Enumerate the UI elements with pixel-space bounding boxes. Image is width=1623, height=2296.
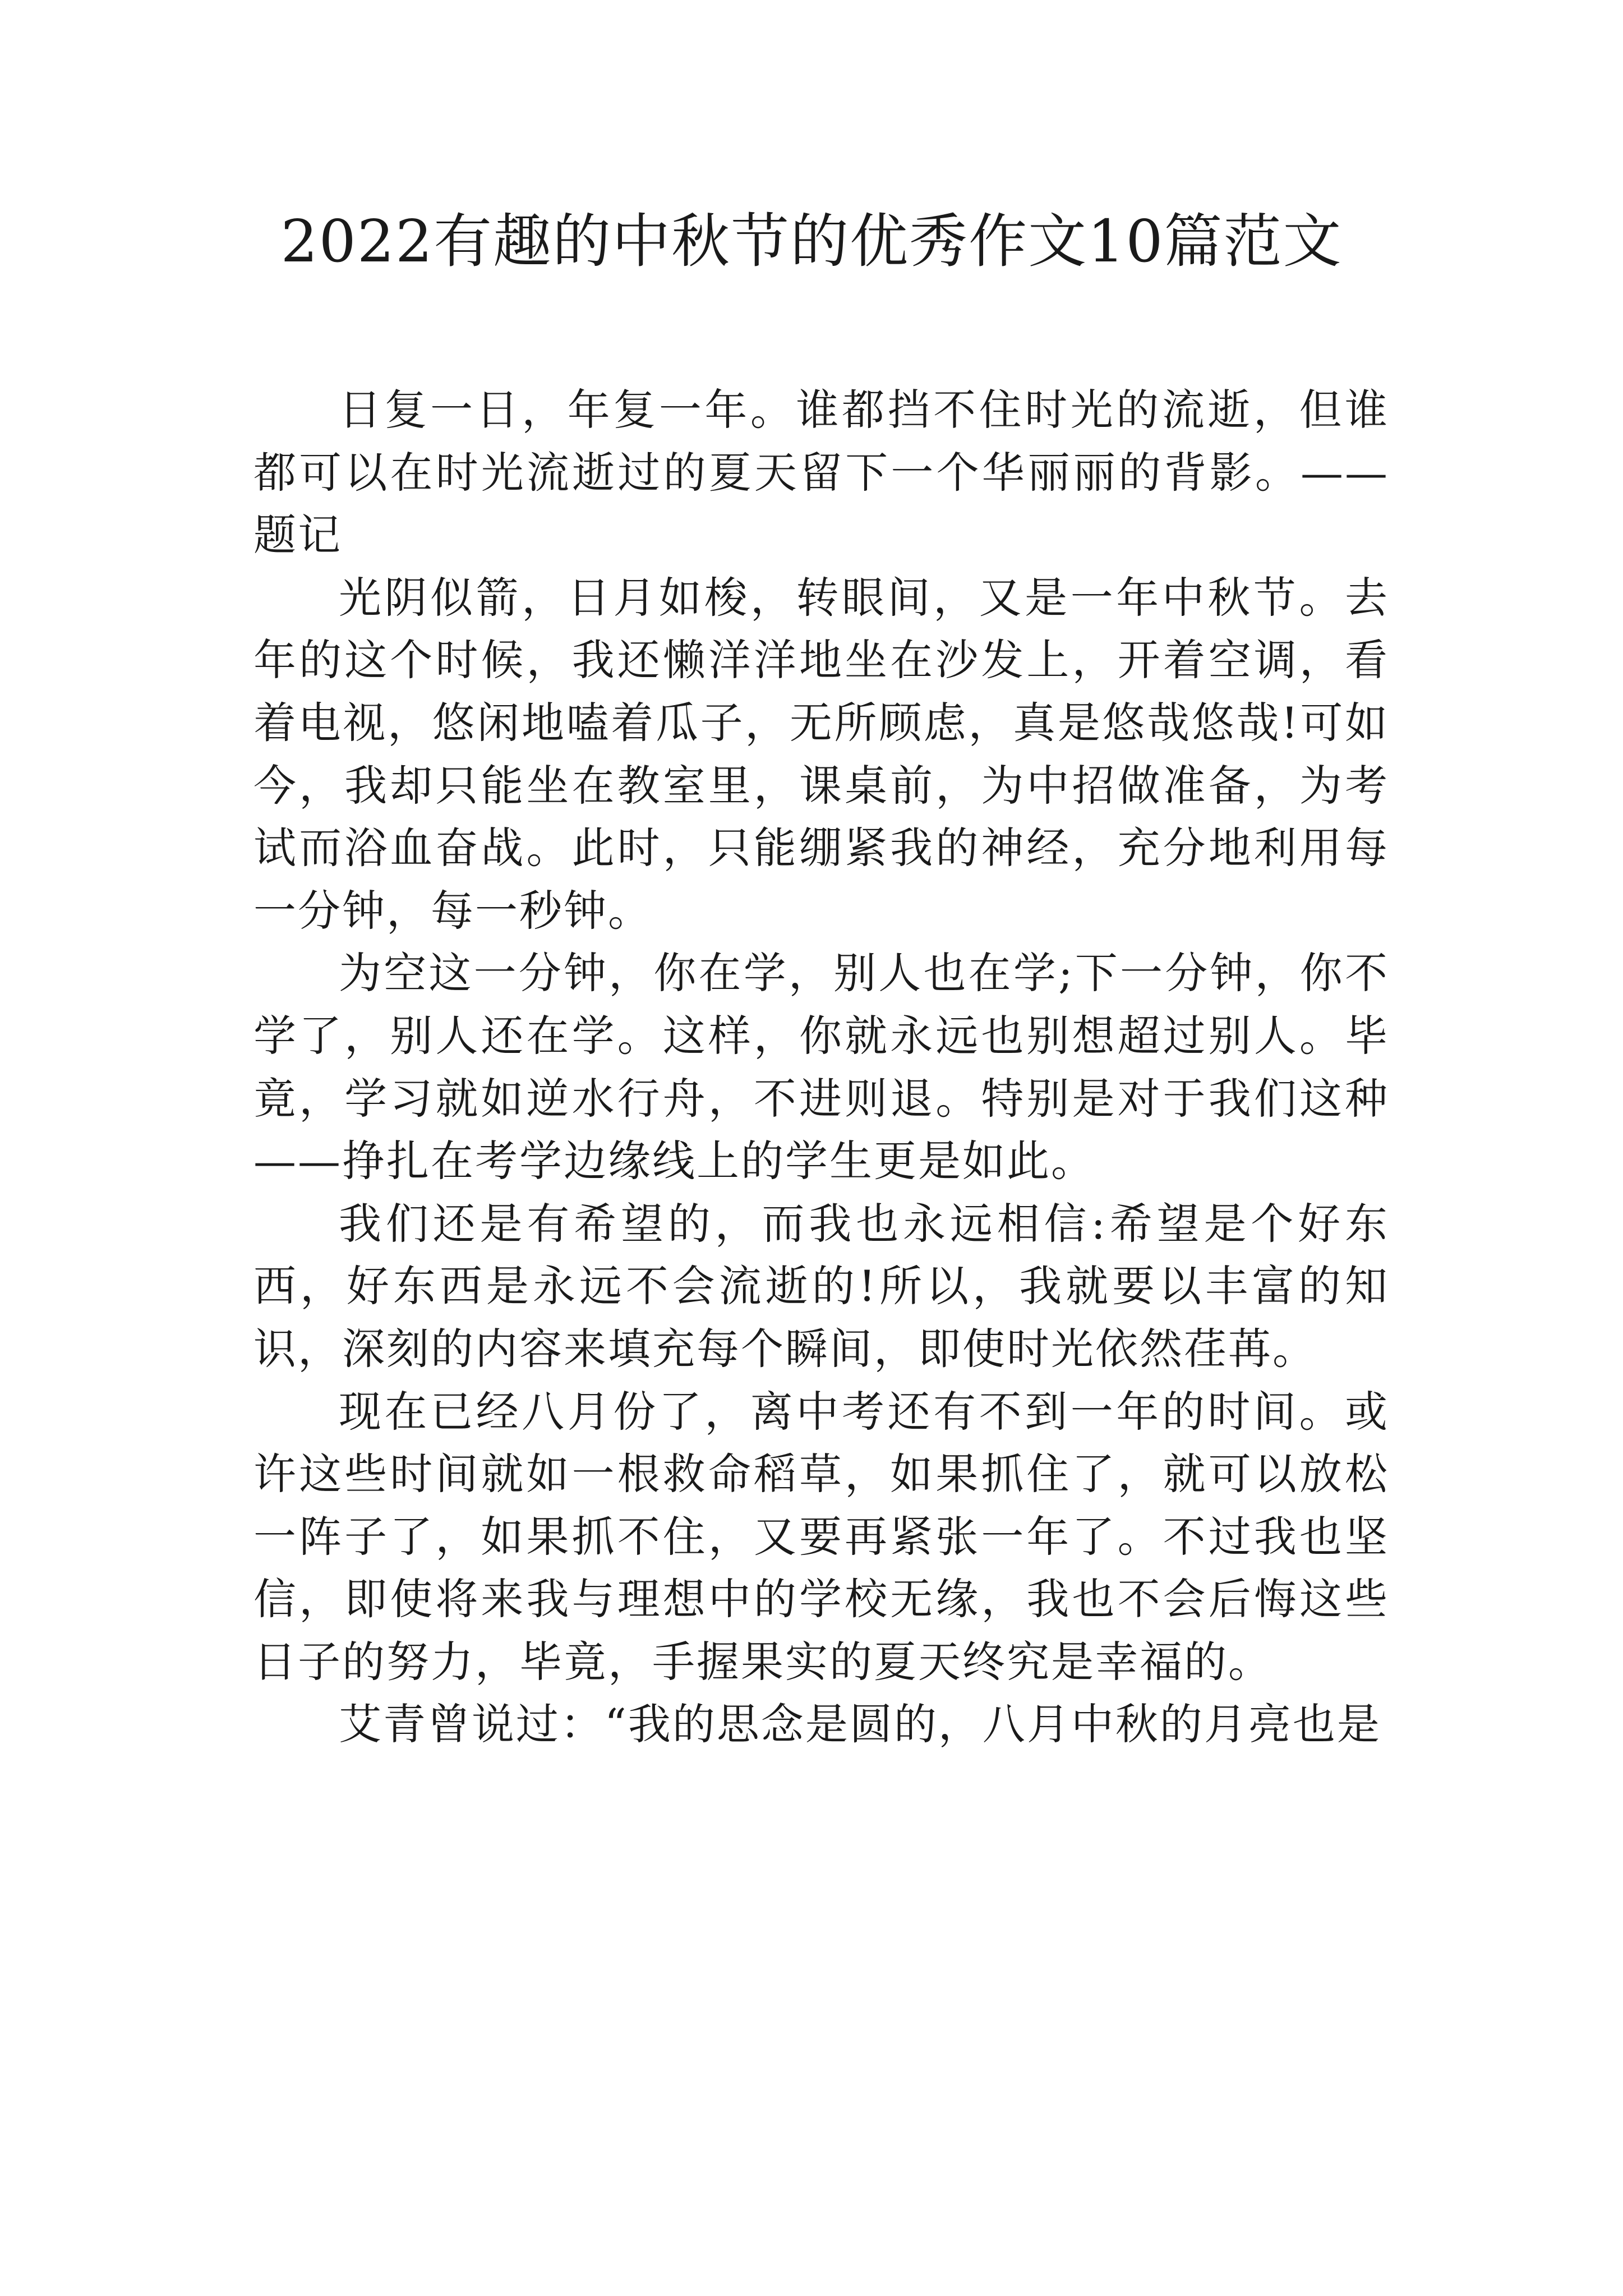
- paragraph: 光阴似箭，日月如梭，转眼间，又是一年中秋节。去年的这个时候，我还懒洋洋地坐在沙发上，开着空调，看着电视，悠闲地嗑着瓜子，无所顾虑，真是悠哉悠哉!可如今，我却只能坐在教室里，课桌前，为中招做准备，为考试而浴血奋战。此时，只能绷紧我的神经，充分地利用每一分钟，每一秒钟。: [253, 572, 1389, 936]
- paragraph: 我们还是有希望的，而我也永远相信:希望是个好东西，好东西是永远不会流逝的!所以，我就要以丰富的知识，深刻的内容来填充每个瞬间，即使时光依然荏苒。: [253, 1198, 1389, 1374]
- paragraph: 日复一日，年复一年。谁都挡不住时光的流逝，但谁都可以在时光流逝过的夏天留下一个华丽丽的背影。——题记: [253, 385, 1389, 560]
- paragraph: 现在已经八月份了，离中考还有不到一年的时间。或许这些时间就如一根救命稻草，如果抓住了，就可以放松一阵子了，如果抓不住，又要再紧张一年了。不过我也坚信，即使将来我与理想中的学校无缘，我也不会后悔这些日子的努力，毕竟，手握果实的夏天终究是幸福的。: [253, 1386, 1389, 1687]
- paragraph: 为空这一分钟，你在学，别人也在学;下一分钟，你不学了，别人还在学。这样，你就永远也别想超过别人。毕竟，学习就如逆水行舟，不进则退。特别是对于我们这种——挣扎在考学边缘线上的学生更是如此。: [253, 948, 1389, 1186]
- document-title: 2022有趣的中秋节的优秀作文10篇范文: [280, 207, 1343, 275]
- document-body: [253, 379, 1389, 1756]
- paragraph: 艾青曾说过：“我的思念是圆的，八月中秋的月亮也是: [339, 1699, 1381, 1750]
